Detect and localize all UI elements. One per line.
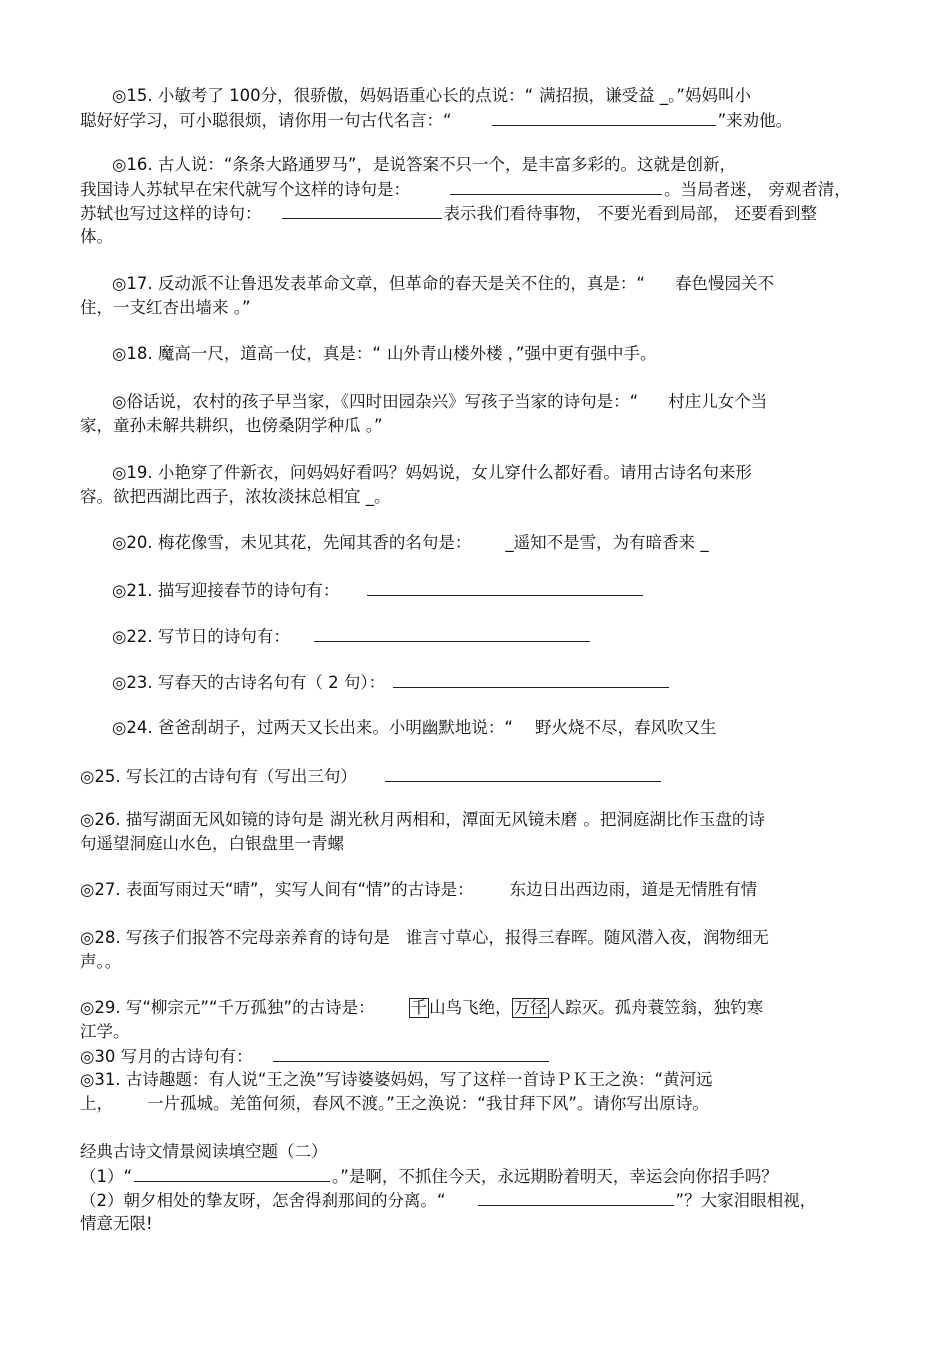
q22-text: ◎22. 写节日的诗句有：: [112, 627, 290, 646]
qsu-line1: [80, 390, 897, 414]
section2-item1-text: （1）“: [80, 1167, 133, 1186]
q18-line: [80, 342, 897, 366]
q18-answer: 山外青山楼外楼 ，”强中更有强中手。: [386, 344, 657, 363]
q16-text: ◎16. 古人说：“条条大路通罗马”，是说答案不只一个，是丰富多彩的。这就是创新，: [112, 155, 736, 174]
q23-line: [80, 670, 897, 695]
q31-text: ◎31. 古诗趣题：有人说“王之涣”写诗婆婆妈妈，写了这样一首诗ＰＫ王之涣：“黄河远: [80, 1070, 713, 1089]
q29-answer-3: 江学。: [80, 1022, 130, 1041]
qsu-answer-2: 家，童孙未解共耕织，也傍桑阴学种瓜 。”: [80, 416, 383, 435]
q16-text-6: 体。: [80, 227, 113, 246]
q23-text: ◎23. 写春天的古诗名句有（ 2 句）：: [112, 673, 386, 692]
q15-text: ◎15. 小敏考了 100分，很骄傲，妈妈语重心长的点说：“: [112, 86, 534, 105]
section2-item2-text-2: ”？大家泪眼相视，: [675, 1191, 817, 1210]
q16-blank-2[interactable]: [282, 201, 442, 219]
q16-line1: [80, 153, 897, 177]
q18-text: ◎18. 魔高一尺，道高一仗，真是：“: [112, 344, 381, 363]
q21-line: [80, 578, 897, 603]
q15-text-2: 聪好好学习，可小聪很烦，请你用一句古代名言：“: [80, 111, 452, 130]
section2-item2: [80, 1188, 865, 1213]
q29-line1: [80, 996, 865, 1020]
q23-blank[interactable]: [393, 670, 669, 688]
q27-line: [80, 878, 865, 902]
qsu-answer: 村庄儿女个当: [668, 392, 768, 411]
q26-answer: 湖光秋月两相和，潭面无风镜未磨: [329, 810, 578, 829]
qsu-line2: [80, 414, 865, 438]
q17-line1: [80, 272, 897, 296]
section2-item2-line2: [80, 1212, 865, 1236]
q28-answer: 谁言寸草心，报得三春晖。随风潜入夜，润物细无: [405, 928, 769, 947]
q16-line2: [80, 177, 865, 202]
q28-line1: [80, 926, 865, 950]
q29-answer: 山鸟飞绝，: [429, 998, 512, 1017]
q29-answer-2: 人踪灭。孤舟蓑笠翁，独钓寒: [548, 998, 764, 1017]
section2-item1-text-2: 。”是啊，不抓住今天，永远期盼着明天，幸运会向你招手吗？: [332, 1167, 778, 1186]
q30-text: ◎30 写月的古诗句有：: [80, 1047, 253, 1066]
q16-text-3: 。当局者迷， 旁观者清，: [664, 180, 851, 199]
section2-item1: [80, 1164, 865, 1189]
section2-item2-text-3: 情意无限!: [80, 1214, 153, 1233]
q16-text-4: 苏轼也写过这样的诗句：: [80, 204, 262, 223]
q17-answer: 春色慢园关不: [674, 274, 774, 293]
q15-text-3: ”来劝他。: [717, 111, 793, 130]
q27-text: ◎27. 表面写雨过天“晴”，实写人间有“情”的古诗是：: [80, 880, 474, 899]
q22-line: [80, 624, 897, 649]
q29-text: ◎29. 写“柳宗元”“千万孤独”的古诗是：: [80, 998, 375, 1017]
q16-line3: [80, 201, 865, 226]
section2-item2-blank[interactable]: [478, 1188, 674, 1206]
q20-text: ◎20. 梅花像雪，未见其花，先闻其香的名句是：: [112, 533, 472, 552]
q15-answer: 满招损，谦受益 _。”妈妈叫小: [539, 86, 751, 105]
q29-line2: [80, 1020, 865, 1044]
q31-line1: [80, 1068, 865, 1092]
q29-boxed-char-1: 千: [410, 998, 428, 1017]
q30-line: [80, 1044, 865, 1069]
q20-line: [80, 531, 897, 555]
q19-answer: 容。欲把西湖比西子，浓妆淡抹总相宜 _。: [80, 487, 391, 506]
section2-item2-text: （2）朝夕相处的挚友呀，怎舍得刹那间的分离。“: [80, 1191, 446, 1210]
q25-text: ◎25. 写长江的古诗句有（写出三句）: [80, 767, 357, 786]
q28-answer-2: 声。。: [80, 952, 122, 971]
q26-line1: [80, 808, 865, 832]
q19-line1: [80, 461, 897, 485]
section2-title-text: 经典古诗文情景阅读填空题（二）: [80, 1142, 328, 1161]
q16-line4: [80, 225, 865, 249]
q27-answer: 东边日出西边雨，道是无情胜有情: [509, 880, 758, 899]
q24-text: ◎24. 爸爸刮胡子，过两天又长出来。小明幽默地说：“: [112, 718, 513, 737]
q15-line1: [80, 84, 897, 108]
q16-blank-1[interactable]: [450, 177, 662, 195]
q25-blank[interactable]: [385, 764, 661, 782]
q24-answer: 野火烧不尽，春风吹又生: [534, 718, 717, 737]
section2-item1-blank[interactable]: [134, 1164, 330, 1182]
q24-line: [80, 716, 897, 740]
q26-line2: [80, 832, 865, 856]
q31-line2: [80, 1092, 865, 1116]
qsu-text: ◎俗话说，农村的孩子早当家，《四时田园杂兴》写孩子当家的诗句是：“: [112, 392, 639, 411]
q19-text: ◎19. 小艳穿了件新衣，问妈妈好看吗？妈妈说，女儿穿什么都好看。请用古诗名句来形: [112, 463, 752, 482]
q17-answer-2: 住，一支红杏出墙来 。”: [80, 298, 251, 317]
q22-blank[interactable]: [314, 624, 590, 642]
q19-line2: [80, 485, 865, 509]
q20-answer: _遥知不是雪，为有暗香来 _: [505, 533, 709, 552]
q30-blank[interactable]: [273, 1044, 549, 1062]
q26-text-2: 。把洞庭湖比作玉盘的诗: [583, 810, 765, 829]
q17-line2: [80, 296, 865, 320]
q31-text-3: 一片孤城。羌笛何须，春风不渡。”王之涣说：“我甘拜下风”。请你写出原诗。: [147, 1094, 709, 1113]
q25-line: [80, 764, 865, 789]
q26-answer-2: 句遥望洞庭山水色，白银盘里一青螺: [80, 834, 344, 853]
q28-line2: [80, 950, 865, 974]
q15-blank[interactable]: [492, 108, 716, 126]
q31-text-2: 上，: [80, 1094, 113, 1113]
q16-text-5: 表示我们看待事物， 不要光看到局部， 还要看到整: [443, 204, 817, 223]
q26-text: ◎26. 描写湖面无风如镜的诗句是: [80, 810, 324, 829]
section2-title: [80, 1140, 865, 1164]
q21-text: ◎21. 描写迎接春节的诗句有：: [112, 581, 340, 600]
q15-line2: [80, 108, 865, 133]
q17-text: ◎17. 反动派不让鲁迅发表革命文章，但革命的春天是关不住的，真是：“: [112, 274, 645, 293]
q28-text: ◎28. 写孩子们报答不完母亲养育的诗句是: [80, 928, 390, 947]
q16-text-2: 我国诗人苏轼早在宋代就写个这样的诗句是：: [80, 180, 410, 199]
q29-boxed-char-2: 万径: [513, 998, 547, 1017]
q21-blank[interactable]: [367, 578, 643, 596]
